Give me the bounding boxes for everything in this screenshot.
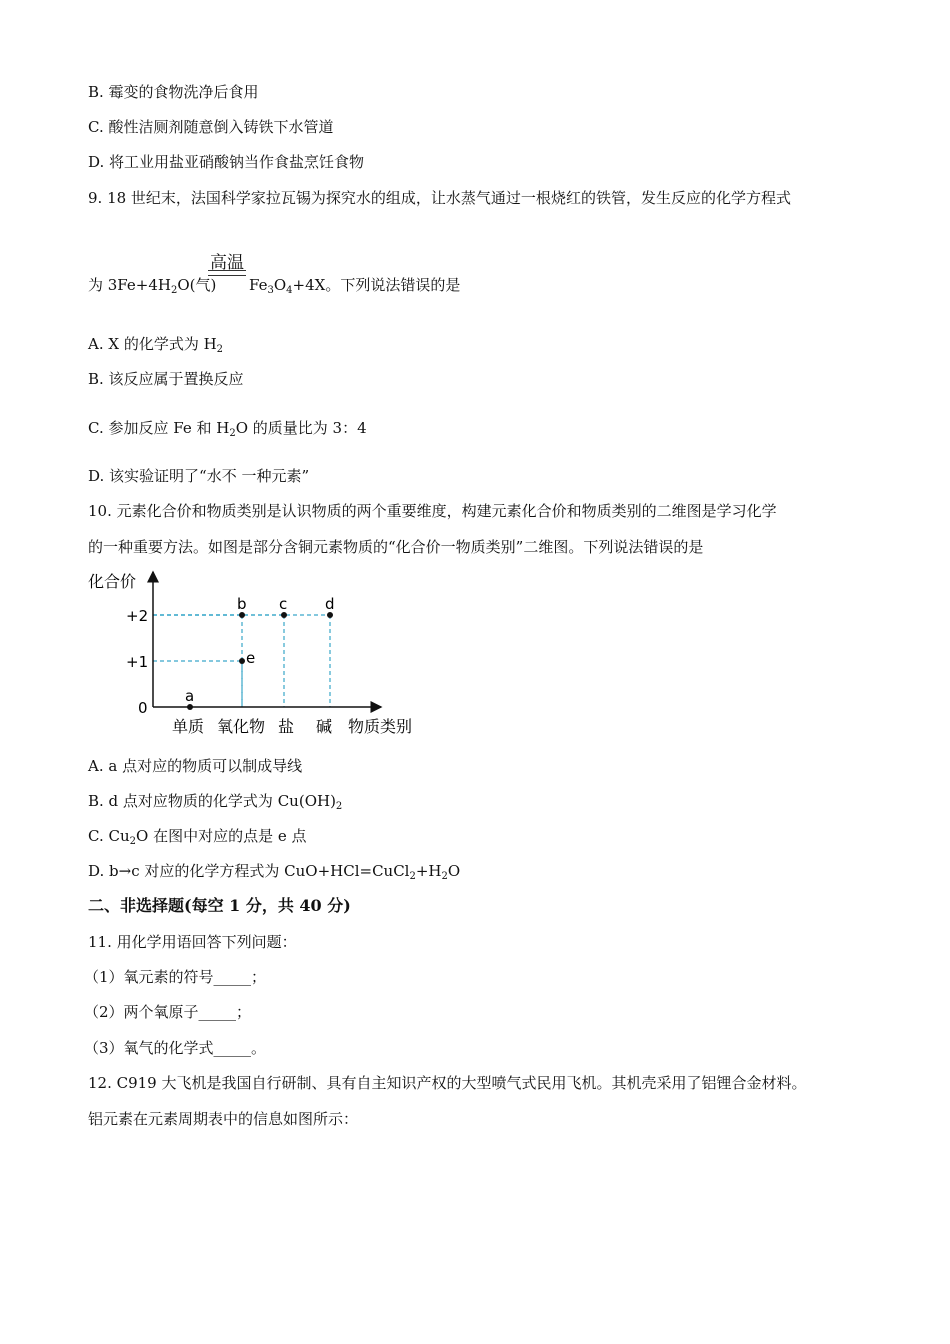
q11-part-1: （1）氧元素的符号_____；	[84, 968, 267, 986]
point-label-d: d	[325, 595, 335, 613]
x-category-label: 氧化物	[217, 717, 266, 736]
chart-svg	[88, 566, 433, 746]
q11-part-2: （2）两个氧原子_____；	[84, 1003, 252, 1021]
q10-option-c: C. $Cu_2O$ 在图中对应的点是 e 点	[88, 827, 307, 847]
x-axis-label: 物质类别	[348, 717, 413, 736]
valence-category-chart	[88, 566, 433, 746]
q10-option-b: B. d 点对应物质的化学式为 $Cu(OH)_2$	[88, 792, 343, 812]
q9-option-c: C. 参加反应 Fe 和 $H_2O$ 的质量比为 3：4	[88, 419, 367, 439]
q9-option-a: A. X 的化学式为 $H_2$	[88, 335, 224, 355]
q8-option-b: B. 霉变的食物洗净后食用	[88, 83, 259, 101]
x-category-label: 碱	[316, 717, 333, 736]
y-tick-label: +1	[126, 653, 149, 671]
point-label-b: b	[237, 595, 247, 613]
q10-stem-line1: 10. 元素化合价和物质类别是认识物质的两个重要维度，构建元素化合价和物质类别的二维图是学习化学	[88, 502, 777, 520]
point-label-a: a	[185, 687, 195, 705]
y-tick-label: 0	[138, 699, 148, 717]
q9-equation-left: 为 $3Fe+4H_2O$(气)	[88, 276, 217, 296]
data-point-e	[239, 658, 245, 664]
q8-option-d: D. 将工业用盐亚硝酸钠当作食盐烹饪食物	[88, 153, 365, 171]
q11-part-3: （3）氧气的化学式_____。	[84, 1039, 267, 1057]
y-tick-label: +2	[126, 607, 149, 625]
q9-equation-right: $Fe_3O_4+4X$。下列说法错误的是	[249, 276, 461, 296]
q8-option-c: C. 酸性洁厕剂随意倒入铸铁下水管道	[88, 118, 334, 136]
section-2-title: 二、非选择题(每空 1 分，共 40 分)	[88, 896, 351, 915]
x-category-label: 盐	[278, 717, 295, 736]
q10-stem-line2: 的一种重要方法。如图是部分含铜元素物质的“化合价一物质类别”二维图。下列说法错误的是	[88, 538, 704, 556]
q12-stem-line1: 12. C919 大飞机是我国自行研制、具有自主知识产权的大型喷气式民用飞机。其机壳采用了铝锂合金材料。	[88, 1074, 807, 1092]
y-axis-label: 化合价	[88, 572, 137, 591]
x-category-label: 单质	[172, 717, 205, 736]
q10-option-a: A. a 点对应的物质可以制成导线	[88, 757, 303, 775]
point-label-c: c	[279, 595, 288, 613]
q12-stem-line2: 铝元素在元素周期表中的信息如图所示：	[88, 1110, 359, 1128]
point-label-e: e	[246, 649, 256, 667]
q11-stem: 11. 用化学用语回答下列问题：	[88, 933, 297, 951]
q9-stem: 9. 18 世纪末，法国科学家拉瓦锡为探究水的组成，让水蒸气通过一根烧红的铁管，发生反应的化学方程式	[88, 189, 791, 207]
q9-reaction-condition: 高温	[210, 253, 244, 273]
q10-option-d: D. b→c 对应的化学方程式为 $CuO+HCl=CuCl_2+H_2O$	[88, 862, 461, 882]
q9-option-b: B. 该反应属于置换反应	[88, 370, 244, 388]
q9-option-d: D. 该实验证明了“水不 一种元素”	[88, 467, 310, 485]
